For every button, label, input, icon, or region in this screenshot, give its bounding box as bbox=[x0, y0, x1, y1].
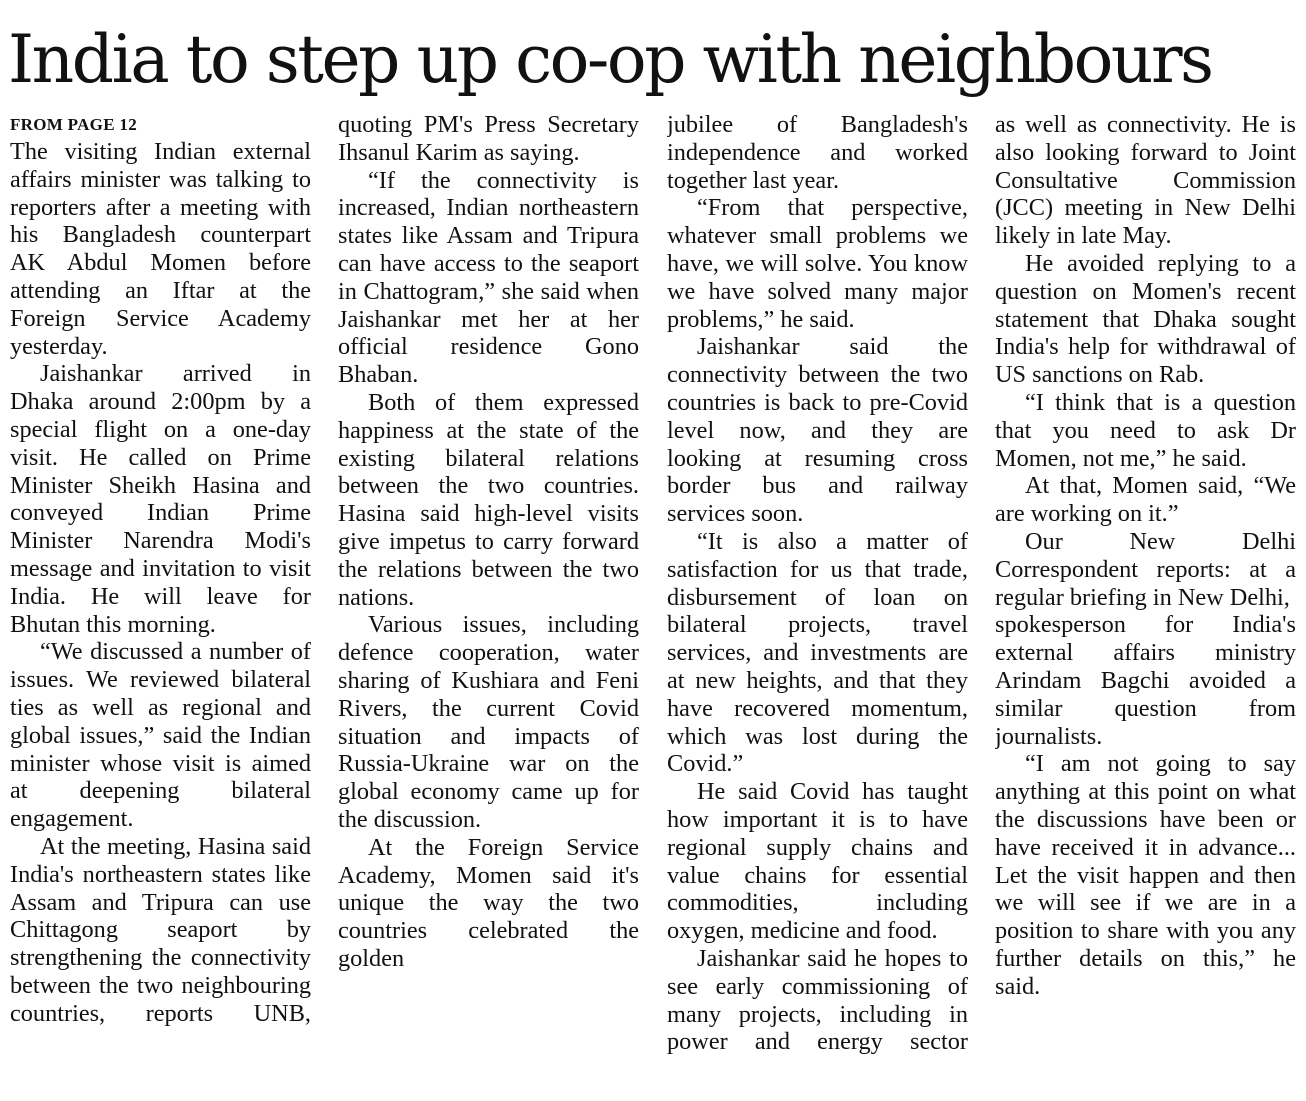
article-column-2 bbox=[338, 111, 639, 1096]
paragraph: Both of them expressed happiness at the state of the existing bilateral relations between the two countries. Hasina said high-level visits give impetus to carry forward the relations between the two nations. bbox=[338, 388, 639, 611]
paragraph: At the meeting, Hasina said India's northeastern states like Assam and Tripura can use Chittagong seaport by strengthening the connectivity between the two neighbouring countries, reports UNB, bbox=[10, 832, 311, 1027]
paragraph: Our New Delhi Correspondent reports: at a regular briefing in New Delhi, bbox=[995, 527, 1296, 611]
dateline: FROM PAGE 12 bbox=[10, 115, 137, 134]
paragraph: “I think that is a question that you need to ask Dr Momen, not me,” he said. bbox=[995, 388, 1296, 472]
paragraph: Jaishankar said the connectivity between the two countries is back to pre-Covid level now, and they are looking at resuming cross border bus and railway services soon. bbox=[667, 333, 968, 528]
paragraph: “I am not going to say anything at this point on what the discussions have been or have received it in advance... Let the visit happen and then we will see if we are in a position to share with you any further details on this,” he said. bbox=[995, 750, 1296, 1000]
paragraph: “We discussed a number of issues. We reviewed bilateral ties as well as regional and global issues,” said the Indian minister whose visit is aimed at deepening bilateral engagement. bbox=[10, 638, 311, 833]
paragraph: At that, Momen said, “We are working on it.” bbox=[995, 472, 1296, 528]
article-column-4 bbox=[995, 111, 1296, 1096]
paragraph: jubilee of Bangladesh's independence and worked together last year. bbox=[667, 111, 968, 194]
paragraph: spokesperson for India's external affairs ministry Arindam Bagchi avoided a similar question from journalists. bbox=[995, 611, 1296, 750]
paragraph: quoting PM's Press Secretary Ihsanul Karim as saying. bbox=[338, 111, 639, 166]
headline: India to step up co-op with neighbours bbox=[8, 21, 1212, 98]
article-column-1 bbox=[10, 111, 311, 1096]
paragraph: He said Covid has taught how important it is to have regional supply chains and value chains for essential commodities, including oxygen, medicine and food. bbox=[667, 778, 968, 945]
paragraph: “If the connectivity is increased, Indian northeastern states like Assam and Tripura can have access to the seaport in Chattogram,” she said when Jaishankar met her at her official residence Gono Bhaban. bbox=[338, 166, 639, 389]
paragraph: as well as connectivity. He is also looking forward to Joint Consultative Commission (JCC) meeting in New Delhi likely in late May. bbox=[995, 111, 1296, 250]
paragraph: The visiting Indian external affairs minister was talking to reporters after a meeting with his Bangladesh counterpart AK Abdul Momen before attending an Iftar at the Foreign Service Academy yesterday. bbox=[10, 138, 311, 360]
paragraph: Jaishankar arrived in Dhaka around 2:00pm by a special flight on a one-day visit. He called on Prime Minister Sheikh Hasina and conveyed Indian Prime Minister Narendra Modi's message and invitation to visit India. He will leave for Bhutan this morning. bbox=[10, 360, 311, 638]
paragraph: At the Foreign Service Academy, Momen said it's unique the way the two countries celebrated the golden bbox=[338, 833, 639, 972]
paragraph: He avoided replying to a question on Momen's recent statement that Dhaka sought India's help for withdrawal of US sanctions on Rab. bbox=[995, 249, 1296, 389]
paragraph: “It is also a matter of satisfaction for us that trade, disbursement of loan on bilateral projects, travel services, and investments are at new heights, and that they have recovered momentum, which was lost during the Covid.” bbox=[667, 527, 968, 778]
paragraph: Various issues, including defence cooperation, water sharing of Kushiara and Feni Rivers, the current Covid situation and impacts of Russia-Ukraine war on the global economy came up for the discussion. bbox=[338, 611, 639, 833]
paragraph: Jaishankar said he hopes to see early commissioning of many projects, including in power and energy sector bbox=[667, 944, 968, 1056]
article-column-3 bbox=[667, 111, 968, 1096]
paragraph: “From that perspective, whatever small problems we have, we will solve. You know we have solved many major problems,” he said. bbox=[667, 194, 968, 333]
